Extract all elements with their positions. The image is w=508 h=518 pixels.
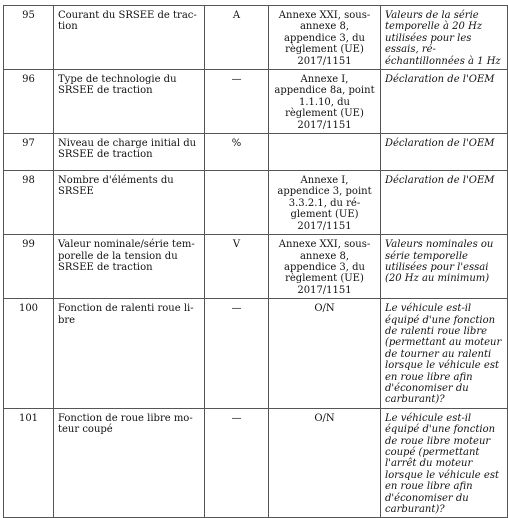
table-row xyxy=(4,6,508,70)
reference-cell: Annexe XXI, sous-annexe 8, appendice 3, du règlement (UE) 2017/1151 xyxy=(269,235,381,299)
unit-cell: V xyxy=(205,235,269,299)
row-number: 100 xyxy=(4,299,54,409)
parameter-description: Valeur nominale/série temporelle de la tension du SRSEE de traction xyxy=(54,235,205,299)
table-row xyxy=(4,408,508,518)
reference-cell: Annexe I, appendice 3, point 3.3.2.1, du réglement (UE) 2017/1151 xyxy=(269,171,381,235)
row-number: 95 xyxy=(4,6,54,70)
reference-cell: Annexe I, appendice 8a, point 1.1.10, du règlement (UE) 2017/1151 xyxy=(269,70,381,134)
unit-cell: — xyxy=(205,70,269,134)
note-cell: Le véhicule est-il équipé d'une fonction de roue libre moteur coupé (permettant l'arrêt du moteur lorsque le véhicule est en roue libre afin d'économiser du carburant)? xyxy=(381,408,508,518)
parameter-description: Niveau de charge initial du SRSEE de traction xyxy=(54,134,205,171)
note-cell: Valeurs nominales ou série temporelle utilisées pour l'essai (20 Hz au minimum) xyxy=(381,235,508,299)
row-number: 96 xyxy=(4,70,54,134)
parameter-description: Type de technologie du SRSEE de traction xyxy=(54,70,205,134)
table-row xyxy=(4,235,508,299)
table-row xyxy=(4,299,508,409)
unit-cell xyxy=(205,171,269,235)
reference-cell: O/N xyxy=(269,408,381,518)
unit-cell: — xyxy=(205,408,269,518)
table-row xyxy=(4,134,508,171)
note-cell: Le véhicule est-il équipé d'une fonction de ralenti roue libre (permettant au moteur de tourner au ralenti lorsque le véhicule est en roue libre afin d'économiser du carburant)? xyxy=(381,299,508,409)
table-row xyxy=(4,171,508,235)
row-number: 101 xyxy=(4,408,54,518)
reference-cell: Annexe XXI, sous-annexe 8, appendice 3, du règlement (UE) 2017/1151 xyxy=(269,6,381,70)
table-row xyxy=(4,70,508,134)
note-cell: Déclaration de l'OEM xyxy=(381,171,508,235)
unit-cell: A xyxy=(205,6,269,70)
parameter-description: Nombre d'éléments du SRSEE xyxy=(54,171,205,235)
note-cell: Déclaration de l'OEM xyxy=(381,134,508,171)
parameter-description: Fonction de ralenti roue libre xyxy=(54,299,205,409)
row-number: 99 xyxy=(4,235,54,299)
unit-cell: — xyxy=(205,299,269,409)
note-cell: Déclaration de l'OEM xyxy=(381,70,508,134)
row-number: 98 xyxy=(4,171,54,235)
parameter-description: Fonction de roue libre moteur coupé xyxy=(54,408,205,518)
row-number: 97 xyxy=(4,134,54,171)
parameter-description: Courant du SRSEE de traction xyxy=(54,6,205,70)
reference-cell xyxy=(269,134,381,171)
regulation-table xyxy=(3,5,508,518)
unit-cell: % xyxy=(205,134,269,171)
reference-cell: O/N xyxy=(269,299,381,409)
note-cell: Valeurs de la série temporelle à 20 Hz utilisées pour les essais, rééchantillonnées à 1 Hz xyxy=(381,6,508,70)
